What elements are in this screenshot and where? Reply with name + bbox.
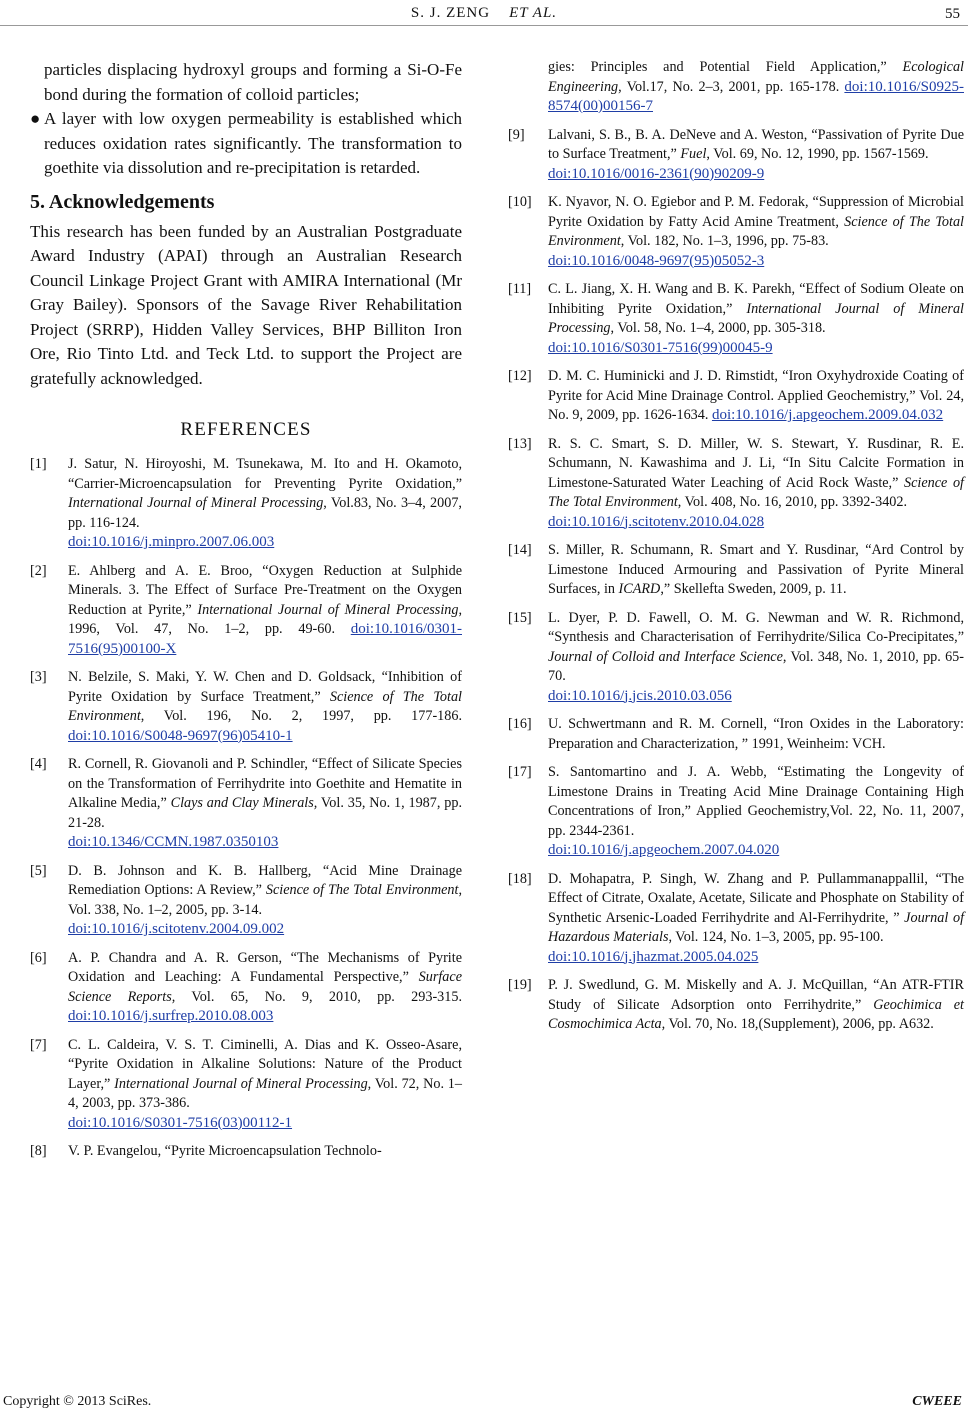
- reference-item: [508, 715, 964, 754]
- bullet-text: A layer with low oxygen permeability is established which reduces oxidation rates significantly. The transformation to goethite via dissolution and re-precipitation is retarded.: [44, 109, 462, 177]
- reference-citation: R. Cornell, R. Giovanoli and P. Schindler, “Effect of Silicate Species on the Transformation of Ferrihydrite into Goethite and Hematite in Alkaline Media,”: [68, 756, 462, 811]
- reference-item: [30, 455, 462, 553]
- reference-number: [3]: [30, 669, 47, 685]
- reference-details: , Vol. 58, No. 1–4, 2000, pp. 305-318.: [610, 320, 826, 336]
- right-column: [508, 58, 964, 1044]
- reference-text: [548, 609, 964, 707]
- reference-details: , Vol. 408, No. 16, 2010, pp. 3392-3402.: [677, 494, 908, 510]
- reference-item: [30, 1142, 462, 1162]
- reference-number: [7]: [30, 1036, 47, 1053]
- reference-details: , Vol.83, No. 3–4, 2007, pp. 116-124.: [68, 495, 462, 531]
- reference-citation: D. B. Johnson and K. B. Hallberg, “Acid Mine Drainage Remediation Options: A Review,”: [68, 862, 462, 898]
- reference-citation: D. M. C. Huminicki and J. D. Rimstidt, “Iron Oxyhydroxide Coating of Pyrite for Acid Mine Drainage Control. Applied Geochemistry,” Vol. 24, No. 9, 2009, pp. 1626-1634.: [548, 368, 964, 423]
- doi-link[interactable]: doi:10.1016/j.apgeochem.2009.04.032: [711, 407, 944, 423]
- reference-details: , Vol.17, No. 2–3, 2001, pp. 165-178.: [618, 78, 845, 95]
- reference-number: [4]: [30, 756, 47, 772]
- reference-journal: Fuel: [680, 146, 707, 162]
- references-list-left: [30, 455, 462, 1162]
- reference-text: [68, 668, 462, 746]
- reference-details: , Vol. 196, No. 2, 1997, pp. 177-186.: [140, 708, 462, 724]
- acknowledgements-text: This research has been funded by an Australian Postgraduate Award Industry (APAI) through an Australian Research Council Linkage Project Grant with AMIRA International (Mr Gray Bailey). Sponsors of the Savage River Rehabilitation Project (SRRP), Hidden Valley Services, BHP Billiton Iron Ore, Rio Tinto Ltd. and Teck Ltd. to support the Project are gratefully acknowledged.: [30, 221, 462, 388]
- page-footer: [0, 1388, 968, 1414]
- reference-number: [8]: [30, 1143, 47, 1159]
- reference-text: [68, 562, 462, 660]
- reference-item: [30, 562, 462, 660]
- reference-item: [508, 435, 964, 533]
- reference-item: [508, 763, 964, 861]
- running-head: [0, 5, 968, 22]
- reference-citation: S. Santomartino and J. A. Webb, “Estimating the Longevity of Limestone Drains in Treating Acid Mine Drainage Containing High Concentrations of Iron,” Applied Geochemistry,Vol. 22, No. 11, 2007, pp. 2344-2361.: [548, 764, 964, 839]
- reference-journal: Surface Science Reports,: [68, 969, 462, 1005]
- reference-citation: Lalvani, S. B., B. A. DeNeve and A. Weston, “Passivation of Pyrite Due to Surface Treatment,”: [548, 126, 964, 162]
- reference-details: , Vol. 348, No. 1, 2010, pp. 65-70.: [548, 648, 965, 684]
- reference-text: [68, 1142, 462, 1162]
- doi-link[interactable]: doi:10.1016/0048-9697(95)05052-3: [548, 252, 765, 269]
- reference-item: [508, 280, 964, 358]
- doi-link[interactable]: doi:10.1016/j.jhazmat.2005.04.025: [548, 948, 759, 965]
- reference-citation: N. Belzile, S. Maki, Y. W. Chen and D. Goldsack, “Inhibition of Pyrite Oxidation by Surface Treatment,”: [68, 669, 462, 705]
- reference-details: Vol. 65, No. 9, 2010, pp. 293-315.: [175, 988, 462, 1005]
- reference-number: [12]: [508, 368, 532, 384]
- reference-item: [30, 668, 462, 746]
- reference-details: , Vol. 72, No. 1–4, 2003, pp. 373-386.: [68, 1075, 462, 1111]
- reference-journal: International Journal of Mineral Processing: [197, 601, 459, 618]
- doi-link[interactable]: doi:10.1016/j.scitotenv.2010.04.028: [548, 513, 765, 530]
- reference-journal: Science of The Total Environment: [265, 882, 459, 898]
- reference-citation: C. L. Jiang, X. H. Wang and B. K. Parekh, “Effect of Sodium Oleate on Inhibiting Pyrite Oxidation,”: [548, 281, 964, 317]
- reference-item: [508, 870, 964, 968]
- reference-citation: R. S. C. Smart, S. D. Miller, W. S. Stewart, Y. Rusdinar, R. E. Schumann, N. Kawashima and J. Li, “In Situ Calcite Formation in Limestone-Saturated Water Leaching of Acid Rock Waste,”: [548, 435, 964, 491]
- reference-item: [508, 193, 964, 271]
- reference-citation: K. Nyavor, N. O. Egiebor and P. M. Fedorak, “Suppression of Microbial Pyrite Oxidation by Fatty Acid Amine Treatment,: [548, 194, 964, 230]
- references-heading: REFERENCES: [180, 419, 312, 440]
- left-column: [30, 58, 462, 1171]
- reference-citation: D. Mohapatra, P. Singh, W. Zhang and P. Pullammanappallil, “The Effect of Citrate, Oxalate, Acetate, Silicate and Phosphate on Stability of Synthetic Arsenic-Loaded Ferrihydrite and Al-Ferrihydrite, ”: [548, 870, 964, 926]
- references-list-right: [508, 58, 964, 1035]
- reference-journal: International Journal of Mineral Processing: [68, 495, 324, 511]
- doi-link[interactable]: doi:10.1016/0016-2361(90)90209-9: [548, 165, 765, 182]
- bullet-item: [30, 107, 462, 181]
- reference-item: [508, 609, 964, 707]
- reference-journal: Science of The Total Environment: [68, 688, 462, 724]
- reference-journal: International Journal of Mineral Processing: [548, 300, 964, 336]
- acknowledgements-heading: 5. Acknowledgements: [30, 190, 215, 213]
- reference-number: [1]: [30, 456, 47, 472]
- doi-link[interactable]: doi:10.1016/j.jcis.2010.03.056: [548, 687, 732, 704]
- reference-details: , Vol. 182, No. 1–3, 1996, pp. 75-83.: [620, 233, 829, 249]
- running-head-etal: ET AL.: [509, 5, 558, 21]
- reference-number: [13]: [508, 435, 532, 452]
- reference-journal: Clays and Clay Minerals,: [170, 795, 318, 811]
- reference-text: [548, 58, 964, 117]
- reference-details: ,” Skellefta Sweden, 2009, p. 11.: [660, 581, 847, 597]
- reference-journal: Ecological Engineering: [548, 59, 964, 95]
- reference-details: , Vol. 124, No. 1–3, 2005, pp. 95-100.: [668, 929, 884, 945]
- reference-citation: E. Ahlberg and A. E. Broo, “Oxygen Reduction at Sulphide Minerals. 3. The Effect of Surface Pre-Treatment on the Oxygen Reduction at Pyrite,”: [68, 562, 462, 618]
- reference-journal: Geochimica et Cosmochimica Acta,: [548, 996, 964, 1032]
- reference-citation: A. P. Chandra and A. R. Gerson, “The Mechanisms of Pyrite Oxidation and Leaching: A Fundamental Perspective,”: [68, 949, 462, 985]
- reference-number: [18]: [508, 870, 532, 887]
- reference-item: [508, 367, 964, 426]
- reference-text: [548, 763, 964, 861]
- reference-number: [14]: [508, 542, 532, 558]
- reference-text: [68, 862, 462, 940]
- reference-item: [508, 541, 964, 600]
- reference-item: [30, 949, 462, 1027]
- reference-details: Vol. 70, No. 18,(Supplement), 2006, pp. A632.: [665, 1016, 934, 1032]
- reference-text: [68, 755, 462, 853]
- reference-citation: J. Satur, N. Hiroyoshi, M. Tsunekawa, M. Ito and H. Okamoto, “Carrier-Microencapsulation for Preventing Pyrite Oxidation,”: [68, 456, 462, 492]
- reference-number: [17]: [508, 764, 532, 780]
- reference-item: [508, 126, 964, 185]
- reference-journal: International Journal of Mineral Processing: [114, 1075, 368, 1092]
- header-rule: [0, 25, 968, 26]
- reference-journal: Journal of Colloid and Interface Science: [548, 648, 783, 665]
- reference-item: [30, 1036, 462, 1134]
- reference-text: [548, 126, 964, 185]
- reference-text: [548, 541, 964, 600]
- reference-number: [15]: [508, 609, 532, 626]
- doi-link[interactable]: doi:10.1016/j.scitotenv.2004.09.002: [68, 921, 285, 937]
- bullet-dot-icon: ●: [30, 109, 41, 128]
- reference-text: [548, 870, 964, 968]
- reference-text: [548, 280, 964, 358]
- reference-citation: L. Dyer, P. D. Fawell, O. M. G. Newman and W. R. Richmond, “Synthesis and Characterisation of Ferrihydrite/Silica Co-Precipitates,”: [548, 609, 964, 645]
- doi-link[interactable]: doi:10.1016/S0925-8574(00)00156-7: [548, 78, 964, 114]
- doi-link[interactable]: doi:10.1016/j.minpro.2007.06.003: [68, 534, 275, 550]
- doi-link[interactable]: doi:10.1016/S0048-9697(96)05410-1: [68, 727, 293, 744]
- reference-citation: V. P. Evangelou, “Pyrite Microencapsulation Technolo-: [68, 1143, 382, 1159]
- reference-citation: C. L. Caldeira, V. S. T. Ciminelli, A. Dias and K. Osseo-Asare, “Pyrite Oxidation in Alkaline Solutions: Nature of the Product Layer,”: [68, 1036, 462, 1092]
- reference-item: [508, 976, 964, 1035]
- doi-link[interactable]: doi:10.1346/CCMN.1987.0350103: [68, 834, 279, 850]
- doi-link[interactable]: doi:10.1016/0301-7516(95)00100-X: [68, 621, 462, 657]
- reference-details: Vol. 35, No. 1, 1987, pp. 21-28.: [68, 795, 462, 831]
- reference-text: [548, 193, 964, 271]
- reference-citation: P. J. Swedlund, G. M. Miskelly and A. J. McQuillan, “An ATR-FTIR Study of Silicate Adsorption onto Ferrihydrite,”: [548, 977, 964, 1013]
- reference-number: [6]: [30, 949, 47, 966]
- reference-number: [16]: [508, 716, 532, 732]
- reference-text: [548, 976, 964, 1035]
- page-header: [0, 0, 968, 30]
- reference-journal: Journal of Hazardous Materials: [548, 909, 965, 945]
- reference-citation: U. Schwertmann and R. M. Cornell, “Iron Oxides in the Laboratory: Preparation and Characterization, ” 1991, Weinheim: VCH.: [548, 716, 964, 752]
- bullet-continuation: particles displacing hydroxyl groups and forming a Si-O-Fe bond during the formation of colloid particles;: [44, 60, 462, 104]
- copyright-notice: Copyright © 2013 SciRes.: [3, 1394, 152, 1409]
- doi-link[interactable]: doi:10.1016/S0301-7516(99)00045-9: [548, 339, 773, 356]
- reference-citation: S. Miller, R. Schumann, R. Smart and Y. Rusdinar, “Ard Control by Limestone Induced Armouring and Passivation of Pyrite Mineral Surfaces, in: [548, 542, 964, 597]
- doi-link[interactable]: doi:10.1016/j.surfrep.2010.08.003: [68, 1008, 274, 1024]
- reference-number: [11]: [508, 281, 532, 297]
- reference-text: [548, 367, 964, 426]
- page-number: 55: [945, 6, 960, 22]
- reference-item: [30, 755, 462, 853]
- reference-item: [30, 862, 462, 940]
- reference-text: [548, 435, 964, 533]
- reference-item: [508, 58, 964, 117]
- reference-number: [10]: [508, 194, 532, 210]
- doi-link[interactable]: doi:10.1016/j.apgeochem.2007.04.020: [548, 842, 780, 858]
- reference-citation: gies: Principles and Potential Field Application,”: [548, 59, 903, 75]
- reference-text: [68, 1036, 462, 1134]
- reference-text: [548, 715, 964, 754]
- reference-details: , 1996, Vol. 47, No. 1–2, pp. 49-60.: [68, 601, 462, 637]
- reference-text: [68, 455, 462, 553]
- reference-journal: ICARD: [618, 581, 661, 597]
- reference-journal: Science of The Total Environment: [548, 474, 965, 510]
- reference-text: [68, 949, 462, 1027]
- running-head-authors: S. J. ZENG: [410, 5, 491, 21]
- reference-number: [5]: [30, 862, 47, 879]
- reference-details: , Vol. 338, No. 1–2, 2005, pp. 3-14.: [68, 882, 462, 918]
- journal-abbrev: CWEEE: [912, 1394, 962, 1409]
- reference-number: [2]: [30, 562, 47, 579]
- reference-number: [508, 58, 548, 117]
- reference-details: , Vol. 69, No. 12, 1990, pp. 1567-1569.: [706, 146, 929, 162]
- doi-link[interactable]: doi:10.1016/S0301-7516(03)00112-1: [68, 1114, 293, 1131]
- reference-number: [9]: [508, 126, 525, 143]
- reference-number: [19]: [508, 977, 532, 993]
- reference-journal: Science of The Total Environment: [548, 213, 965, 249]
